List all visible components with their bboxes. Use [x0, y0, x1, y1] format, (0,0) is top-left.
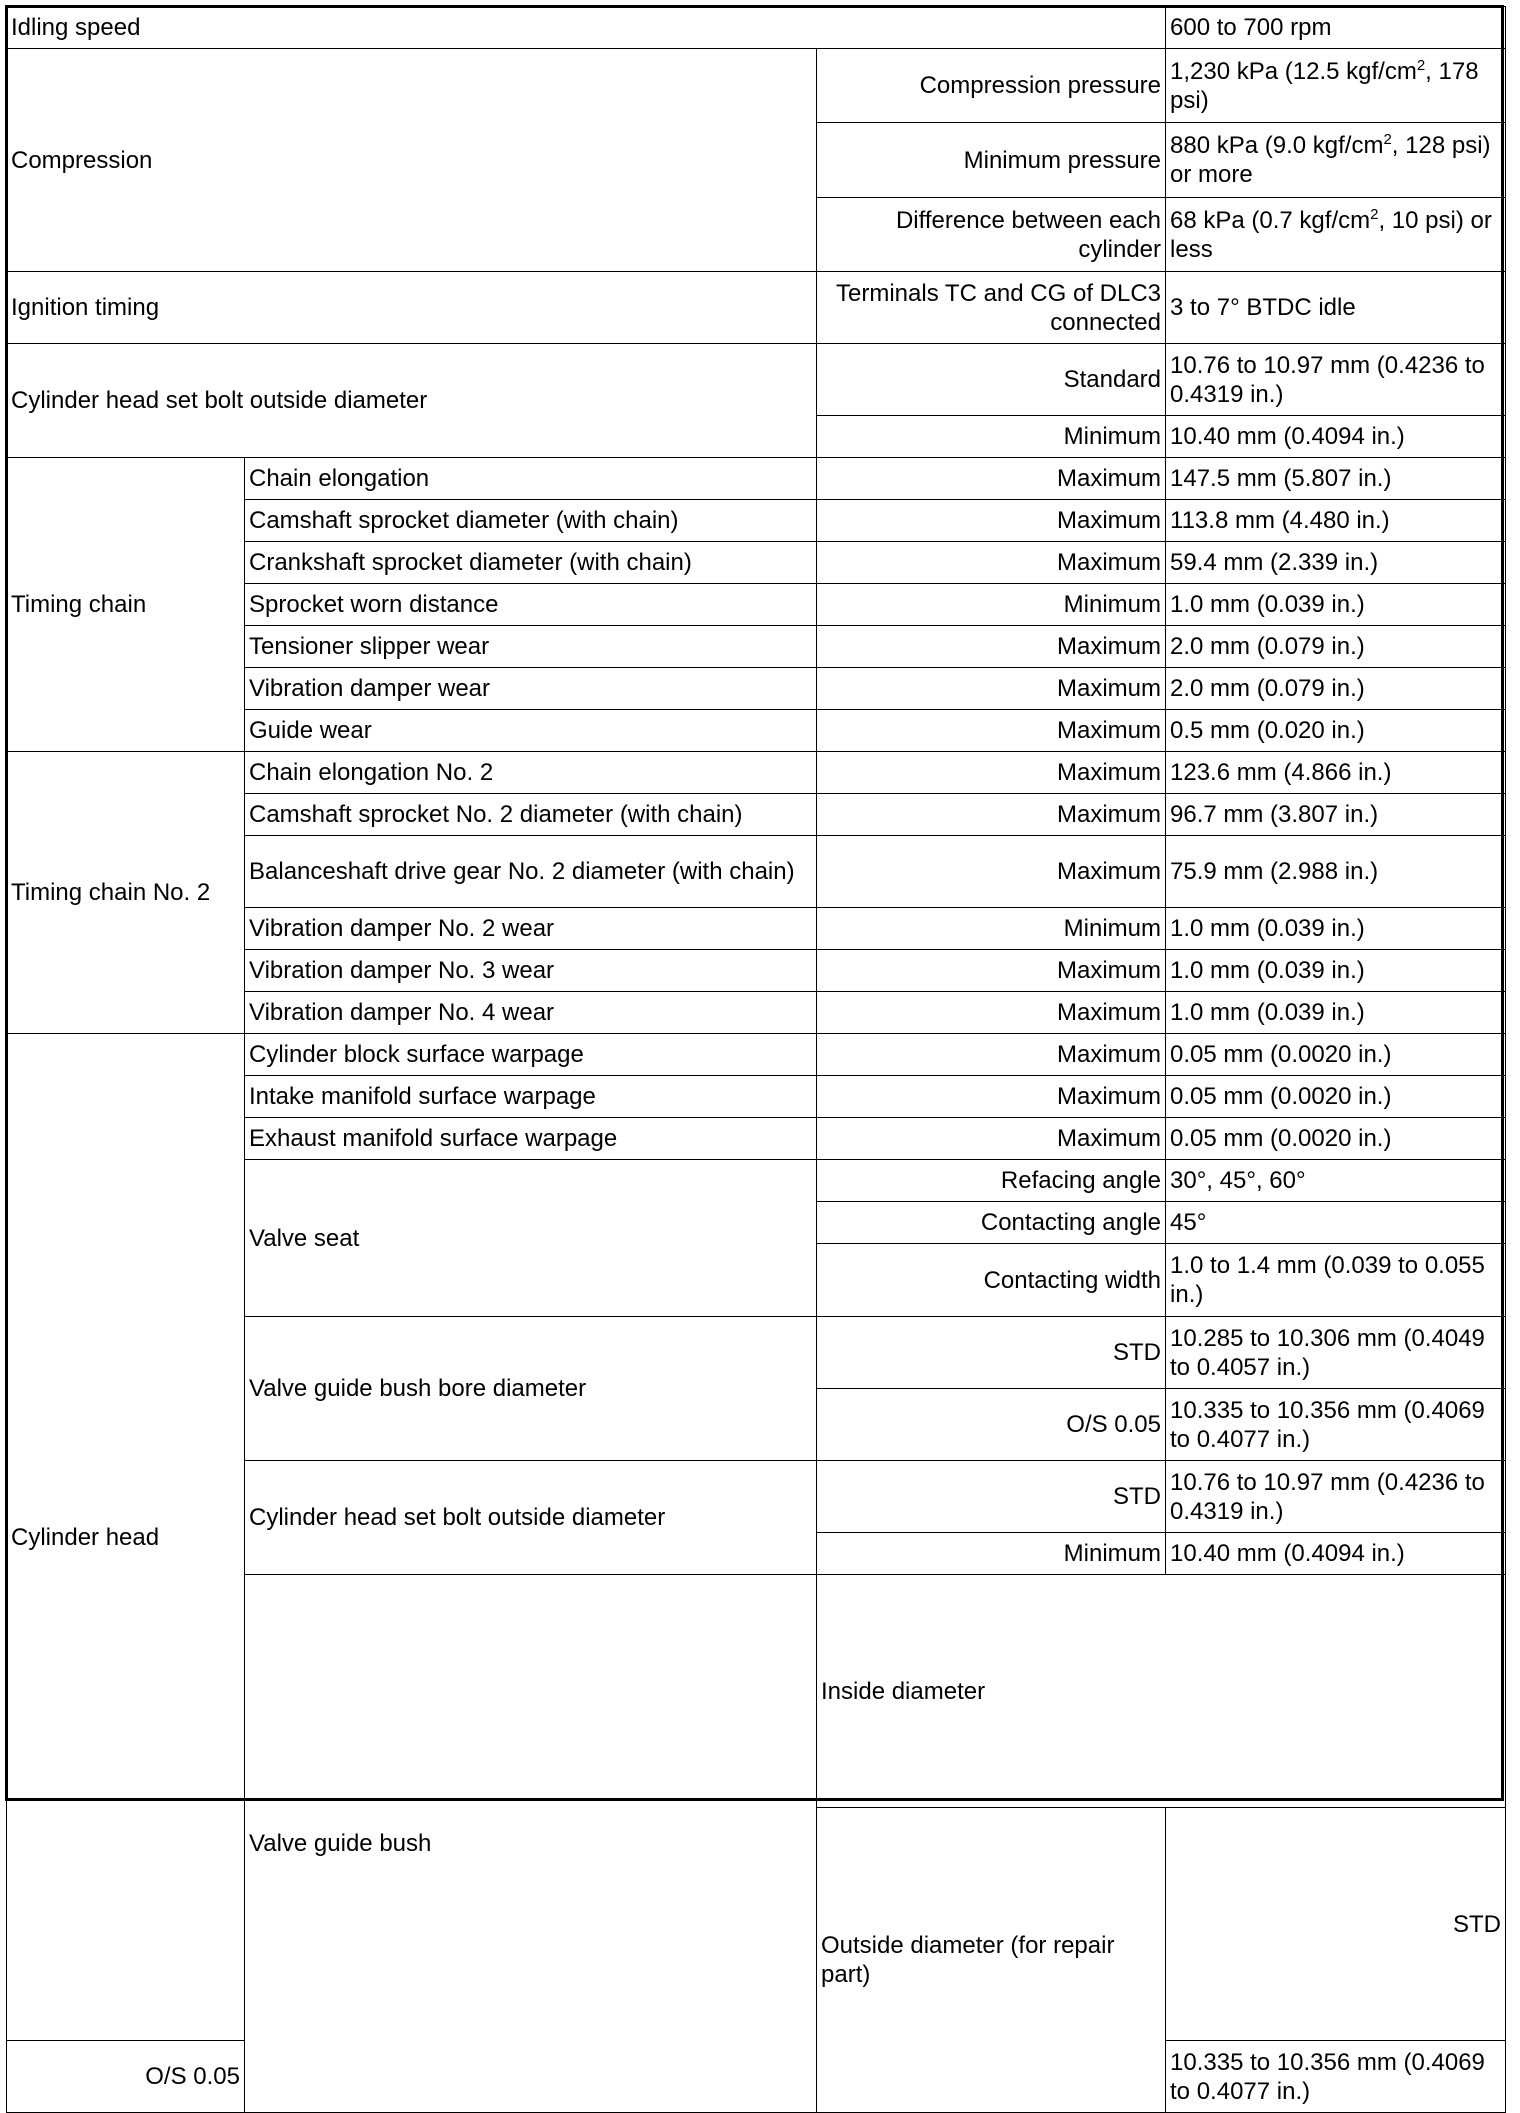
- ignition-timing-label: Ignition timing: [7, 272, 817, 344]
- timing-chain-value: 113.8 mm (4.480 in.): [1166, 500, 1506, 542]
- timing-chain-limit: Maximum: [817, 458, 1166, 500]
- timing-chain-limit: Maximum: [817, 668, 1166, 710]
- table-row: [7, 458, 1506, 500]
- timing-chain-limit: Maximum: [817, 500, 1166, 542]
- timing-chain-value: 1.0 mm (0.039 in.): [1166, 584, 1506, 626]
- guide-bore-os-label: O/S 0.05: [817, 1389, 1166, 1461]
- timing-chain-item: Crankshaft sprocket diameter (with chain): [245, 542, 817, 584]
- ignition-timing-value: 3 to 7° BTDC idle: [1166, 272, 1506, 344]
- table-row: [7, 1034, 1506, 1076]
- timing-chain-item: Tensioner slipper wear: [245, 626, 817, 668]
- timing-chain-value: 0.5 mm (0.020 in.): [1166, 710, 1506, 752]
- timing-chain-2-value: 1.0 mm (0.039 in.): [1166, 992, 1506, 1034]
- idling-speed-value: 600 to 700 rpm: [1166, 7, 1506, 49]
- set-bolt-std-label: STD: [817, 1461, 1166, 1533]
- compression-pressure-label: Compression pressure: [817, 49, 1166, 123]
- timing-chain-2-item: Vibration damper No. 3 wear: [245, 950, 817, 992]
- cylinder-head-item: Intake manifold surface warpage: [245, 1076, 817, 1118]
- guide-bore-label: Valve guide bush bore diameter: [245, 1317, 817, 1461]
- timing-chain-2-value: 75.9 mm (2.988 in.): [1166, 836, 1506, 908]
- head-bolt-minimum-label: Minimum: [817, 416, 1166, 458]
- timing-chain-limit: Maximum: [817, 710, 1166, 752]
- set-bolt-label: Cylinder head set bolt outside diameter: [245, 1461, 817, 1575]
- set-bolt-minimum-value: 10.40 mm (0.4094 in.): [1166, 1533, 1506, 1575]
- outside-os-value: 10.335 to 10.356 mm (0.4069 to 0.4077 in.): [1166, 2041, 1506, 2113]
- head-bolt-minimum-value: 10.40 mm (0.4094 in.): [1166, 416, 1506, 458]
- valve-seat-label: Valve seat: [245, 1160, 817, 1317]
- timing-chain-label: Timing chain: [7, 458, 245, 752]
- head-bolt-label: Cylinder head set bolt outside diameter: [7, 344, 817, 458]
- compression-pressure-value: 1,230 kPa (12.5 kgf/$cm^2$, 178 psi): [1166, 49, 1506, 123]
- outside-diameter-label: Outside diameter (for repair part): [817, 1808, 1166, 2113]
- timing-chain-2-item: Camshaft sprocket No. 2 diameter (with chain): [245, 794, 817, 836]
- timing-chain-2-label: Timing chain No. 2: [7, 752, 245, 1034]
- timing-chain-2-limit: Maximum: [817, 992, 1166, 1034]
- timing-chain-2-item: Balanceshaft drive gear No. 2 diameter (with chain): [245, 836, 817, 908]
- table-row: [7, 49, 1506, 123]
- cylinder-head-limit: Maximum: [817, 1076, 1166, 1118]
- outside-os-label: O/S 0.05: [7, 2041, 245, 2113]
- refacing-angle-value: 30°, 45°, 60°: [1166, 1160, 1506, 1202]
- minimum-pressure-value: 880 kPa (9.0 kgf/$cm^2$, 128 psi) or more: [1166, 123, 1506, 198]
- timing-chain-2-item: Vibration damper No. 2 wear: [245, 908, 817, 950]
- guide-bore-std-value: 10.285 to 10.306 mm (0.4049 to 0.4057 in.): [1166, 1317, 1506, 1389]
- timing-chain-item: Guide wear: [245, 710, 817, 752]
- spec-table: [6, 6, 1506, 2113]
- cylinder-head-value: 0.05 mm (0.0020 in.): [1166, 1076, 1506, 1118]
- compression-label: Compression: [7, 49, 817, 272]
- table-row: [7, 7, 1506, 49]
- idling-speed-label: Idling speed: [7, 7, 1166, 49]
- refacing-angle-label: Refacing angle: [817, 1160, 1166, 1202]
- cylinder-head-item: Exhaust manifold surface warpage: [245, 1118, 817, 1160]
- timing-chain-2-item: Chain elongation No. 2: [245, 752, 817, 794]
- set-bolt-minimum-label: Minimum: [817, 1533, 1166, 1575]
- guide-bore-os-value: 10.335 to 10.356 mm (0.4069 to 0.4077 in.): [1166, 1389, 1506, 1461]
- cylinder-head-item: Cylinder block surface warpage: [245, 1034, 817, 1076]
- contacting-width-value: 1.0 to 1.4 mm (0.039 to 0.055 in.): [1166, 1244, 1506, 1317]
- minimum-pressure-label: Minimum pressure: [817, 123, 1166, 198]
- timing-chain-item: Sprocket worn distance: [245, 584, 817, 626]
- table-row: [7, 752, 1506, 794]
- ignition-timing-condition: Terminals TC and CG of DLC3 connected: [817, 272, 1166, 344]
- contacting-angle-label: Contacting angle: [817, 1202, 1166, 1244]
- cylinder-head-value: 0.05 mm (0.0020 in.): [1166, 1034, 1506, 1076]
- inside-diameter-label: Inside diameter: [817, 1575, 1506, 1808]
- contacting-width-label: Contacting width: [817, 1244, 1166, 1317]
- timing-chain-limit: Minimum: [817, 584, 1166, 626]
- timing-chain-2-item: Vibration damper No. 4 wear: [245, 992, 817, 1034]
- timing-chain-item: Chain elongation: [245, 458, 817, 500]
- difference-label: Difference between each cylinder: [817, 198, 1166, 272]
- timing-chain-limit: Maximum: [817, 626, 1166, 668]
- timing-chain-limit: Maximum: [817, 542, 1166, 584]
- timing-chain-value: 147.5 mm (5.807 in.): [1166, 458, 1506, 500]
- cylinder-head-value: 0.05 mm (0.0020 in.): [1166, 1118, 1506, 1160]
- table-row: [7, 272, 1506, 344]
- head-bolt-standard-value: 10.76 to 10.97 mm (0.4236 to 0.4319 in.): [1166, 344, 1506, 416]
- timing-chain-2-value: 1.0 mm (0.039 in.): [1166, 950, 1506, 992]
- timing-chain-2-value: 96.7 mm (3.807 in.): [1166, 794, 1506, 836]
- timing-chain-item: Vibration damper wear: [245, 668, 817, 710]
- cylinder-head-label: Cylinder head: [7, 1034, 245, 2041]
- timing-chain-value: 59.4 mm (2.339 in.): [1166, 542, 1506, 584]
- timing-chain-2-limit: Maximum: [817, 752, 1166, 794]
- timing-chain-2-value: 1.0 mm (0.039 in.): [1166, 908, 1506, 950]
- table-row: [7, 344, 1506, 416]
- guide-bore-std-label: STD: [817, 1317, 1166, 1389]
- head-bolt-standard-label: Standard: [817, 344, 1166, 416]
- timing-chain-2-limit: Minimum: [817, 908, 1166, 950]
- timing-chain-value: 2.0 mm (0.079 in.): [1166, 626, 1506, 668]
- set-bolt-std-value: 10.76 to 10.97 mm (0.4236 to 0.4319 in.): [1166, 1461, 1506, 1533]
- timing-chain-2-limit: Maximum: [817, 836, 1166, 908]
- timing-chain-item: Camshaft sprocket diameter (with chain): [245, 500, 817, 542]
- outside-std-label: STD: [1166, 1808, 1506, 2041]
- contacting-angle-value: 45°: [1166, 1202, 1506, 1244]
- cylinder-head-limit: Maximum: [817, 1034, 1166, 1076]
- valve-guide-bush-label: Valve guide bush: [245, 1575, 817, 2113]
- timing-chain-value: 2.0 mm (0.079 in.): [1166, 668, 1506, 710]
- timing-chain-2-limit: Maximum: [817, 794, 1166, 836]
- timing-chain-2-limit: Maximum: [817, 950, 1166, 992]
- difference-value: 68 kPa (0.7 kgf/$cm^2$, 10 psi) or less: [1166, 198, 1506, 272]
- timing-chain-2-value: 123.6 mm (4.866 in.): [1166, 752, 1506, 794]
- cylinder-head-limit: Maximum: [817, 1118, 1166, 1160]
